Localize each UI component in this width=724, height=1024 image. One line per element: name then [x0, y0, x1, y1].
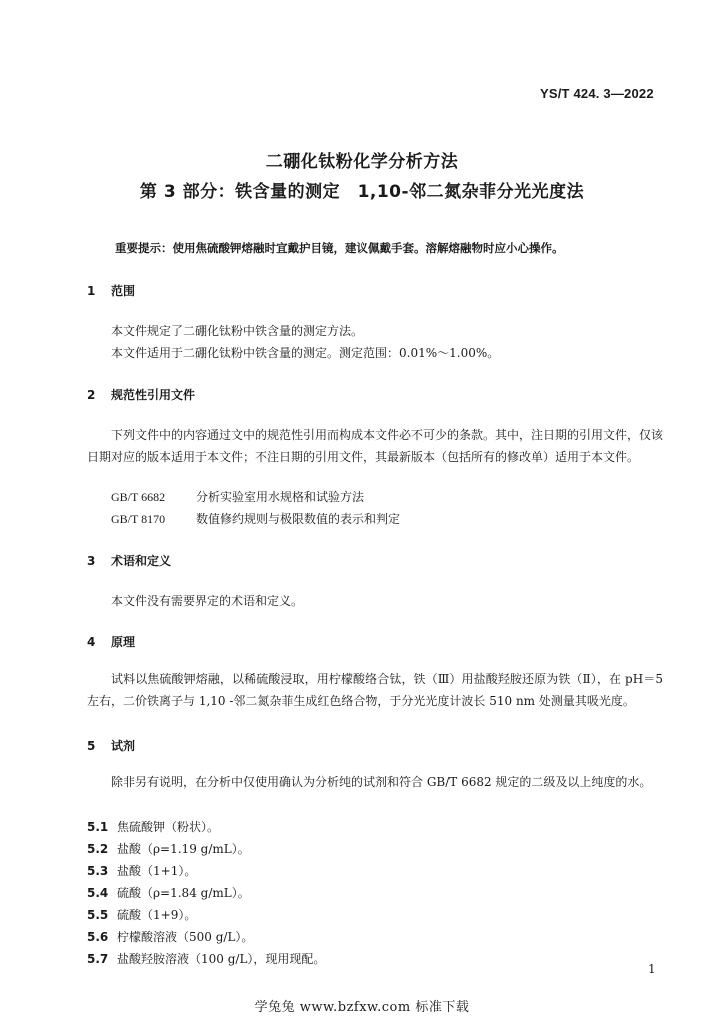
reagent-text: 硫酸（ρ=1.84 g/mL）。 — [117, 886, 250, 900]
reagent-item — [87, 950, 325, 967]
reagent-item — [87, 818, 219, 835]
reagent-number: 5.3 — [87, 864, 109, 878]
reagent-item — [87, 884, 250, 901]
section-title: 规范性引用文件 — [111, 388, 196, 402]
reagent-item — [87, 928, 253, 945]
reference-row — [111, 488, 364, 505]
reference-code: GB/T 6682 — [111, 490, 166, 504]
scope-paragraph-2: 本文件适用于二硼化钛粉中铁含量的测定。测定范围：0.01%～1.00%。 — [111, 346, 500, 360]
section-4-heading — [87, 633, 135, 650]
page-number: 1 — [648, 962, 656, 976]
reagents-intro: 除非另有说明，在分析中仅使用确认为分析纯的试剂和符合 GB/T 6682 规定的二级及以上纯度的水。 — [111, 775, 652, 789]
terms-paragraph: 本文件没有需要界定的术语和定义。 — [111, 594, 304, 608]
footer-watermark[interactable]: 学兔兔 www.bzfxw.com 标准下载 — [254, 1000, 470, 1015]
standard-code: YS/T 424. 3—2022 — [540, 86, 654, 101]
reference-title: 分析实验室用水规格和试验方法 — [196, 490, 365, 504]
reagent-number: 5.6 — [87, 930, 109, 944]
scope-paragraph-1: 本文件规定了二硼化钛粉中铁含量的测定方法。 — [111, 324, 364, 338]
reagent-text: 硫酸（1+9）。 — [117, 908, 197, 922]
reagent-text: 柠檬酸溶液（500 g/L）。 — [117, 930, 254, 944]
reagent-number: 5.2 — [87, 842, 109, 856]
section-title: 术语和定义 — [111, 554, 172, 568]
reagent-text: 盐酸（1+1）。 — [117, 864, 197, 878]
reagent-text: 盐酸（ρ=1.19 g/mL）。 — [117, 842, 250, 856]
document-subtitle: 第 3 部分：铁含量的测定 1,10-邻二氮杂菲分光光度法 — [139, 182, 585, 202]
section-title: 范围 — [111, 284, 136, 298]
section-number: 2 — [87, 388, 96, 402]
document-title: 二硼化钛粉化学分析方法 — [265, 152, 459, 172]
section-5-heading — [87, 737, 135, 754]
reagent-item — [87, 840, 250, 857]
section-2-heading — [87, 386, 195, 403]
reagent-number: 5.7 — [87, 952, 109, 966]
reagent-number: 5.1 — [87, 820, 109, 834]
section-title: 原理 — [111, 635, 136, 649]
section-number: 5 — [87, 739, 96, 753]
safety-notice: 重要提示：使用焦硫酸钾熔融时宜戴护目镜，建议佩戴手套。溶解熔融物时应小心操作。 — [115, 241, 564, 255]
reference-code: GB/T 8170 — [111, 512, 166, 526]
section-title: 试剂 — [111, 739, 136, 753]
reference-title: 数值修约规则与极限数值的表示和判定 — [196, 512, 401, 526]
reagent-item — [87, 862, 196, 879]
principle-paragraph: 试料以焦硫酸钾熔融，以稀硫酸浸取，用柠檬酸络合钛，铁（Ⅲ）用盐酸羟胺还原为铁（Ⅱ），在 pH＝5 左右，二价铁离子与 1,10 -邻二氮杂菲生成红色络合物，于分光光度计波长 510 nm 处测量其吸光度。 — [87, 672, 663, 708]
reagent-number: 5.4 — [87, 886, 109, 900]
reagent-text: 盐酸羟胺溶液（100 g/L），现用现配。 — [117, 952, 326, 966]
section-1-heading — [87, 282, 135, 299]
reagent-text: 焦硫酸钾（粉状）。 — [117, 820, 220, 834]
section-3-heading — [87, 552, 171, 569]
reagent-number: 5.5 — [87, 908, 109, 922]
section-number: 4 — [87, 635, 96, 649]
normative-intro: 下列文件中的内容通过文中的规范性引用而构成本文件必不可少的条款。其中，注日期的引用文件，仅该日期对应的版本适用于本文件；不注日期的引用文件，其最新版本（包括所有的修改单）适用于本文件。 — [87, 428, 664, 464]
reference-row — [111, 510, 400, 527]
reagent-item — [87, 906, 196, 923]
section-number: 3 — [87, 554, 96, 568]
section-number: 1 — [87, 284, 96, 298]
